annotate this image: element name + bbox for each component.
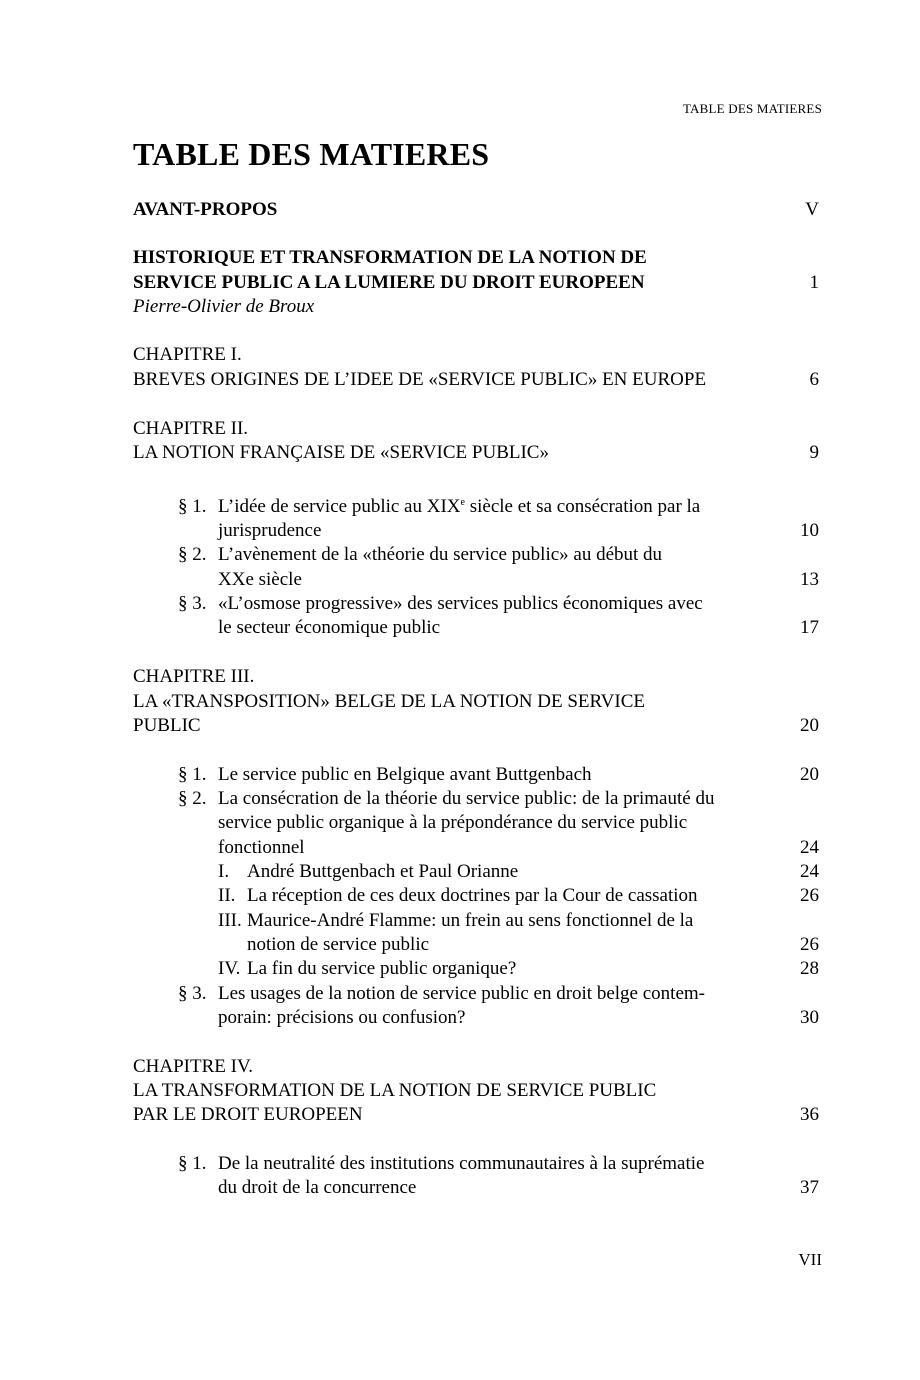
toc-section-3-3-line1[interactable]	[133, 982, 819, 1006]
toc-entry-chapter-3-line2[interactable]	[133, 714, 819, 738]
section-number: § 2.	[178, 544, 207, 565]
toc-section-2-1-line2[interactable]	[133, 519, 819, 543]
chapter-label	[133, 417, 819, 441]
toc-entry-title: jurisprudence	[218, 520, 322, 541]
toc-entry-title: La consécration de la théorie du service public: de la primauté du	[218, 788, 715, 809]
toc-entry-chapter-4-line2[interactable]	[133, 1103, 819, 1127]
toc-section-3-2-line1[interactable]	[133, 787, 819, 811]
toc-subsection-3-2-3-line1[interactable]	[133, 909, 819, 933]
toc-subsection-3-2-2[interactable]	[133, 884, 819, 908]
toc-section-2-3-line2[interactable]	[133, 616, 819, 640]
section-number: § 2.	[178, 788, 207, 809]
running-head: TABLE DES MATIERES	[682, 101, 822, 116]
toc-entry-avant-propos[interactable]	[133, 198, 819, 222]
toc-entry-title: LA NOTION FRANÇAISE DE «SERVICE PUBLIC»	[133, 442, 549, 463]
toc-section-2-2-line1[interactable]	[133, 543, 819, 567]
chapter-label	[133, 1055, 819, 1079]
page-title: TABLE DES MATIERES	[133, 136, 490, 172]
toc-page-number: V	[805, 199, 819, 220]
toc-page-number: 13	[800, 569, 819, 590]
toc-section-3-2-line3[interactable]	[133, 836, 819, 860]
section-number: § 1.	[178, 496, 207, 517]
toc-page-number: 9	[809, 442, 819, 463]
toc-section-4-1-line1[interactable]	[133, 1152, 819, 1176]
subsection-number: II.	[218, 885, 236, 906]
toc-page-number: 6	[809, 369, 819, 390]
toc-section-2-2-line2[interactable]	[133, 568, 819, 592]
chapter-label-text: CHAPITRE II.	[133, 418, 249, 439]
toc-entry-title: LA «TRANSPOSITION» BELGE DE LA NOTION DE SERVICE	[133, 691, 645, 712]
toc-entry-historique-line1[interactable]	[133, 246, 819, 270]
chapter-label-text: CHAPITRE IV.	[133, 1056, 253, 1077]
section-number: § 1.	[178, 764, 207, 785]
toc-entry-historique-line2[interactable]	[133, 271, 819, 295]
toc-entry-title: LA TRANSFORMATION DE LA NOTION DE SERVICE PUBLIC	[133, 1080, 657, 1101]
toc-page-number: 26	[800, 885, 819, 906]
chapter-label	[133, 343, 819, 367]
toc-entry-chapter-4-line1[interactable]	[133, 1079, 819, 1103]
toc-subsection-3-2-4[interactable]	[133, 957, 819, 981]
toc-page-number: 10	[800, 520, 819, 541]
toc-entry-title: notion de service public	[247, 934, 430, 955]
page-folio: VII	[798, 1250, 822, 1269]
toc-entry-chapter-3-line1[interactable]	[133, 690, 819, 714]
toc-page-number: 20	[800, 715, 819, 736]
toc-entry-title: La fin du service public organique?	[247, 958, 517, 979]
toc-entry-title: Les usages de la notion de service public en droit belge contem-	[218, 983, 705, 1004]
toc-page-number: 17	[800, 617, 819, 638]
toc-page-number: 36	[800, 1104, 819, 1125]
toc-section-3-2-line2[interactable]	[133, 811, 819, 835]
toc-entry-title: Maurice-André Flamme: un frein au sens fonctionnel de la	[247, 910, 694, 931]
subsection-number: III.	[218, 910, 242, 931]
toc-subsection-3-2-1[interactable]	[133, 860, 819, 884]
toc-page-number: 37	[800, 1177, 819, 1198]
chapter-label-text: CHAPITRE III.	[133, 666, 255, 687]
toc-section-3-3-line2[interactable]	[133, 1006, 819, 1030]
toc-entry-title: L’avènement de la «théorie du service public» au début du	[218, 544, 663, 565]
toc-page-number: 1	[809, 272, 819, 293]
toc-section-2-3-line1[interactable]	[133, 592, 819, 616]
toc-entry-title: Le service public en Belgique avant Buttgenbach	[218, 764, 592, 785]
toc-page-number: 20	[800, 764, 819, 785]
toc-entry-title: AVANT-PROPOS	[133, 199, 278, 220]
toc-page-number: 24	[800, 837, 819, 858]
toc-entry-chapter-2[interactable]	[133, 441, 819, 465]
toc-entry-title: porain: précisions ou confusion?	[218, 1007, 466, 1028]
subsection-number: I.	[218, 861, 230, 882]
toc-entry-title: XXe siècle	[218, 569, 302, 590]
toc-entry-title: André Buttgenbach et Paul Orianne	[247, 861, 519, 882]
subsection-number: IV.	[218, 958, 241, 979]
toc-section-3-1[interactable]	[133, 763, 819, 787]
toc-entry-title: De la neutralité des institutions communautaires à la suprématie	[218, 1153, 705, 1174]
toc-page-number: 28	[800, 958, 819, 979]
toc-entry-title: du droit de la concurrence	[218, 1177, 417, 1198]
toc-section-4-1-line2[interactable]	[133, 1176, 819, 1200]
toc-subsection-3-2-3-line2[interactable]	[133, 933, 819, 957]
section-number: § 3.	[178, 593, 207, 614]
toc-entry-title: PAR LE DROIT EUROPEEN	[133, 1104, 363, 1125]
toc-entry-title: HISTORIQUE ET TRANSFORMATION DE LA NOTION DE	[133, 247, 647, 268]
toc-page-number: 26	[800, 934, 819, 955]
toc-author	[133, 295, 819, 319]
toc-entry-title: SERVICE PUBLIC A LA LUMIERE DU DROIT EUROPEEN	[133, 272, 645, 293]
toc-entry-title: fonctionnel	[218, 837, 305, 858]
toc-entry-title: service public organique à la prépondérance du service public	[218, 812, 688, 833]
section-number: § 3.	[178, 983, 207, 1004]
author-name: Pierre-Olivier de Broux	[133, 296, 315, 317]
chapter-label-text: CHAPITRE I.	[133, 344, 242, 365]
chapter-label	[133, 665, 819, 689]
toc-page-number: 30	[800, 1007, 819, 1028]
toc-entry-chapter-1[interactable]	[133, 368, 819, 392]
toc-entry-title: La réception de ces deux doctrines par la Cour de cassation	[247, 885, 698, 906]
section-number: § 1.	[178, 1153, 207, 1174]
toc-entry-title: le secteur économique public	[218, 617, 441, 638]
toc-entry-title: PUBLIC	[133, 715, 201, 736]
toc-entry-title: L’idée de service public au XIXe siècle et sa consécration par la	[218, 496, 701, 517]
toc-entry-title: «L’osmose progressive» des services publics économiques avec	[218, 593, 703, 614]
toc-page-number: 24	[800, 861, 819, 882]
toc-section-2-1-line1[interactable]	[133, 495, 819, 519]
toc-entry-title: BREVES ORIGINES DE L’IDEE DE «SERVICE PUBLIC» EN EUROPE	[133, 369, 707, 390]
